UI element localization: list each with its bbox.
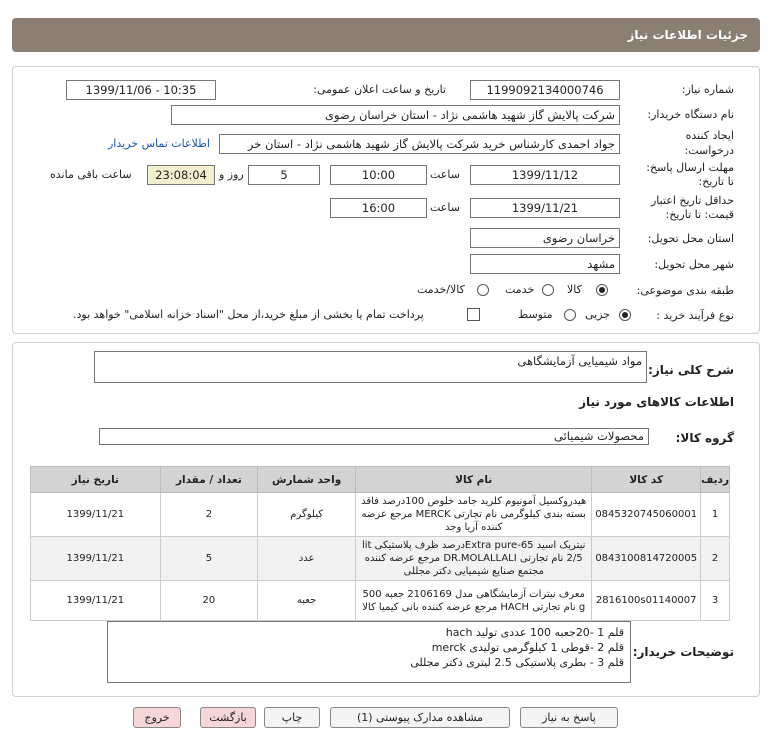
city-label: شهر محل تحویل:	[654, 258, 734, 271]
back-button[interactable]: بازگشت	[200, 707, 256, 728]
buyer-note-line: قلم 3 - بطری پلاستیکی 2.5 لیتری دکتر مجللی	[410, 656, 624, 669]
row-unit: کیلوگرم	[258, 493, 356, 537]
buyer-note-line: قلم 2 -قوطی 1 کیلوگرمی تولیدی merck	[431, 641, 624, 654]
row-qty: 5	[160, 537, 258, 581]
col-name: نام کالا	[356, 467, 592, 493]
need-number-field: 1199092134000746	[470, 80, 620, 100]
category-option-goods: کالا	[567, 283, 582, 296]
row-name: معرف نیترات آزمایشگاهی مدل 2106169 جعبه 500 g نام تجارتی HACH مرجع عرضه کننده بانی کیمیا کالا	[356, 581, 592, 621]
print-button[interactable]: چاپ	[264, 707, 320, 728]
attachments-button[interactable]: مشاهده مدارک پیوستی (1)	[330, 707, 510, 728]
table-row[interactable]	[31, 537, 730, 581]
col-date: تاریخ نیاز	[31, 467, 161, 493]
days-field: 5	[248, 165, 320, 185]
summary-field: مواد شیمیایی آزمایشگاهی	[94, 351, 647, 383]
validity-time-field: 16:00	[330, 198, 427, 218]
goods-group-field: محصولات شیمیائی	[99, 428, 649, 445]
row-qty: 2	[160, 493, 258, 537]
row-code: 0843100814720005	[592, 537, 701, 581]
page-header	[12, 18, 760, 52]
announce-label: تاریخ و ساعت اعلان عمومی:	[313, 83, 446, 96]
row-index: 2	[701, 537, 730, 581]
exit-button[interactable]: خروج	[133, 707, 181, 728]
category-label: طبقه بندی موضوعی:	[636, 284, 734, 297]
col-index: ردیف	[701, 467, 730, 493]
row-date: 1399/11/21	[31, 493, 161, 537]
goods-table	[30, 466, 730, 621]
col-qty: تعداد / مقدار	[160, 467, 258, 493]
row-date: 1399/11/21	[31, 537, 161, 581]
validity-time-label: ساعت	[430, 201, 460, 214]
goods-group-label: گروه کالا:	[675, 431, 734, 445]
announce-field: 1399/11/06 - 10:35	[66, 80, 216, 100]
requester-field: جواد احمدی کارشناس خرید شرکت پالایش گاز شهید هاشمی نژاد - استان خر	[219, 134, 620, 154]
row-code: 2816100s01140007	[592, 581, 701, 621]
purchase-radio-medium[interactable]	[564, 309, 576, 321]
row-name: هیدروکسیل آمونیوم کلرید جامد خلوص 100درصد فاقد بسته بندی کیلوگرمی نام تجارتی MERCK مرجع عرضه کننده آریا وجد	[356, 493, 592, 537]
goods-section-title: اطلاعات کالاهای مورد نیاز	[579, 395, 734, 409]
col-unit: واحد شمارش	[258, 467, 356, 493]
table-row[interactable]	[31, 493, 730, 537]
buyer-org-label: نام دستگاه خریدار:	[647, 108, 734, 121]
purchase-type-label: نوع فرآیند خرید :	[656, 309, 734, 322]
city-field: مشهد	[470, 254, 620, 274]
treasury-payment-note: پرداخت تمام یا بخشی از مبلغ خرید،از محل "اسناد خزانه اسلامی" خواهد بود.	[73, 308, 424, 321]
category-radio-service[interactable]	[542, 284, 554, 296]
buyer-notes-field	[107, 621, 631, 683]
table-header-row	[31, 467, 730, 493]
contact-info-link[interactable]: اطلاعات تماس خریدار	[108, 137, 210, 150]
category-option-goods-service: کالا/خدمت	[417, 283, 465, 296]
row-qty: 20	[160, 581, 258, 621]
row-unit: جعبه	[258, 581, 356, 621]
row-index: 1	[701, 493, 730, 537]
category-option-service: خدمت	[505, 283, 535, 296]
need-number-label: شماره نیاز:	[681, 83, 734, 96]
validity-label: حداقل تاریخ اعتبار قیمت: تا تاریخ:	[650, 194, 734, 221]
row-name: نیتریک اسید Extra pure-65درصد ظرف پلاستیکی lit 2/5 نام تجارتی DR.MOLALLALI مرجع عرضه کننده مجتمع صنایع شیمیایی دکتر مجللی	[356, 537, 592, 581]
table-row[interactable]	[31, 581, 730, 621]
remaining-label: ساعت باقی مانده	[50, 168, 132, 181]
buyer-notes-label: توضیحات خریدار:	[632, 645, 734, 659]
purchase-radio-minor[interactable]	[619, 309, 631, 321]
deadline-time-label: ساعت	[430, 168, 460, 181]
days-label: روز و	[219, 168, 244, 181]
province-label: استان محل تحویل:	[647, 232, 734, 245]
row-index: 3	[701, 581, 730, 621]
treasury-payment-checkbox[interactable]	[467, 308, 480, 321]
remaining-time-field: 23:08:04	[147, 165, 215, 185]
summary-label: شرح کلی نیاز:	[648, 363, 734, 377]
buyer-note-line: قلم 1 -20جعبه 100 عددی تولید hach	[445, 626, 624, 639]
col-code: کد کالا	[592, 467, 701, 493]
deadline-time-field: 10:00	[330, 165, 427, 185]
reply-button[interactable]: پاسخ به نیاز	[520, 707, 618, 728]
row-unit: عدد	[258, 537, 356, 581]
purchase-option-minor: جزیی	[585, 308, 611, 321]
page-title: جزئیات اطلاعات نیاز	[627, 28, 748, 42]
requester-label: ایجاد کننده درخواست:	[684, 129, 734, 157]
category-radio-goods[interactable]	[596, 284, 608, 296]
validity-date-field: 1399/11/21	[470, 198, 620, 218]
purchase-option-medium: متوسط	[518, 308, 553, 321]
row-code: 0845320745060001	[592, 493, 701, 537]
buyer-org-field: شرکت پالایش گاز شهید هاشمی نژاد - استان خراسان رضوی	[171, 105, 620, 125]
deadline-label: مهلت ارسال پاسخ: تا تاریخ:	[646, 161, 734, 188]
province-field: خراسان رضوی	[470, 228, 620, 248]
deadline-date-field: 1399/11/12	[470, 165, 620, 185]
row-date: 1399/11/21	[31, 581, 161, 621]
category-radio-goods-service[interactable]	[477, 284, 489, 296]
